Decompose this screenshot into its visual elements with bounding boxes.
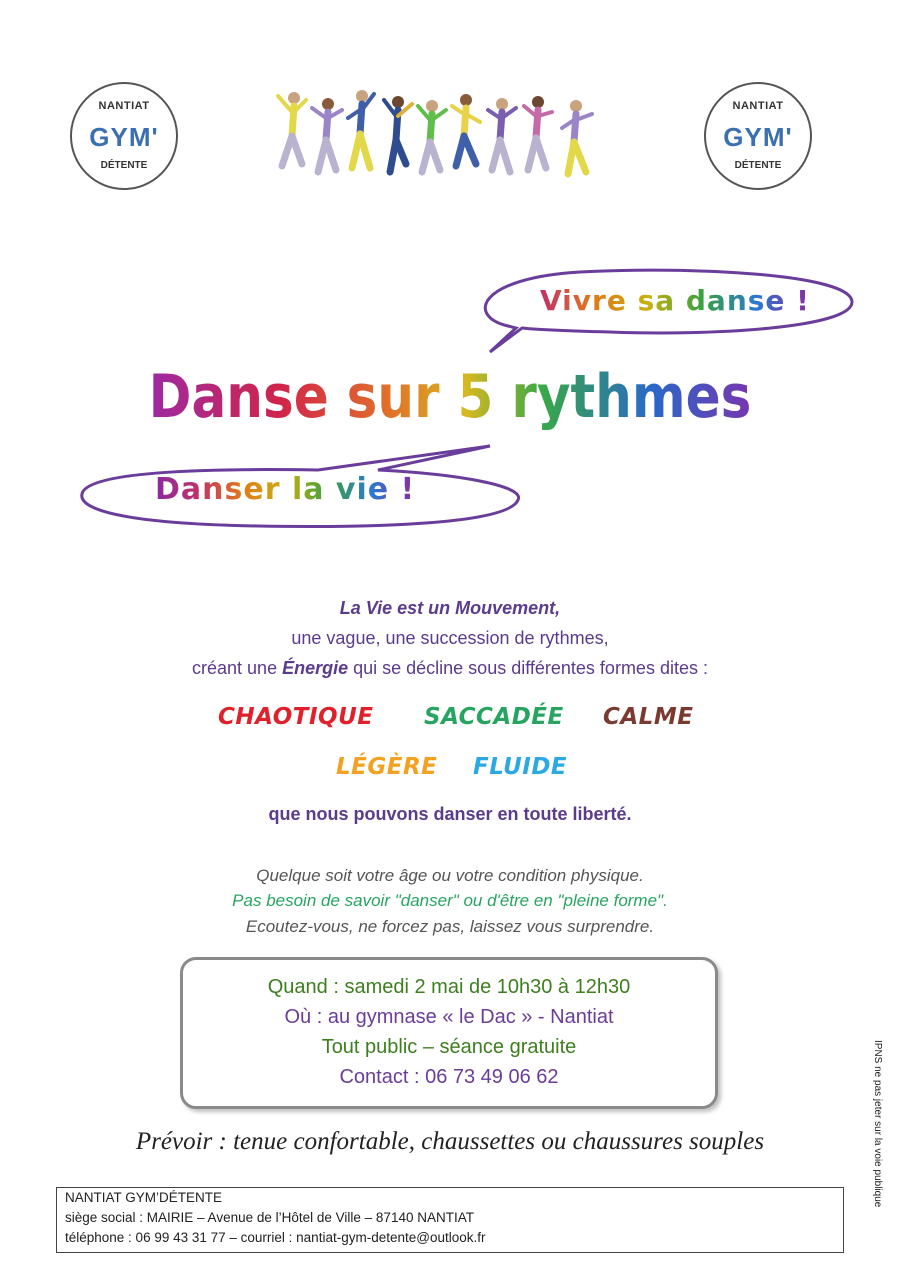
logo-right <box>704 82 812 190</box>
intro-line-1 <box>0 598 900 619</box>
footer-line-3: téléphone : 06 99 43 31 77 – courriel : nantiat-gym-detente@outlook.fr <box>65 1230 486 1245</box>
logo-left <box>70 82 178 190</box>
intro-line-3-post: qui se décline sous différentes formes dites : <box>348 658 708 678</box>
bubble-top-text: Vivre sa danse ! <box>540 284 810 317</box>
info-when: Quand : samedi 2 mai de 10h30 à 12h30 <box>267 976 631 998</box>
logo-right-top: NANTIAT <box>732 100 784 112</box>
logo-right-bottom: DÉTENTE <box>734 160 782 171</box>
dancers-illustration <box>272 88 612 183</box>
logo-left-brand: GYM' <box>89 122 159 152</box>
liberty-line: que nous pouvons danser en toute liberté. <box>268 804 632 824</box>
info-public: Tout public – séance gratuite <box>321 1036 577 1058</box>
rhythm-calme: CALME <box>603 704 694 730</box>
note-line-2: Pas besoin de savoir "danser" ou d'être en "pleine forme". <box>232 891 668 910</box>
main-title: Danse sur 5 rythmes <box>63 362 837 432</box>
info-where: Où : au gymnase « le Dac » - Nantiat <box>284 1006 614 1028</box>
intro-line-2: une vague, une succession de rythmes, <box>291 628 609 648</box>
logo-left-bottom: DÉTENTE <box>100 160 148 171</box>
prevoir-line: Prévoir : tenue confortable, chaussettes ou chaussures souples <box>135 1128 765 1155</box>
rhythm-fluide: FLUIDE <box>473 754 568 780</box>
event-info-box <box>180 957 718 1109</box>
footer-box <box>56 1187 844 1253</box>
logo-right-brand: GYM' <box>723 122 793 152</box>
rhythm-chaotique: CHAOTIQUE <box>218 704 374 730</box>
bubble-bottom-text: Danser la vie ! <box>155 472 416 507</box>
note-line-1: Quelque soit votre âge ou votre condition physique. <box>256 866 644 885</box>
intro-line-3-pre: créant une <box>192 658 283 678</box>
footer-line-2: siège social : MAIRIE – Avenue de l’Hôtel de Ville – 87140 NANTIAT <box>65 1210 474 1225</box>
note-line-3: Ecoutez-vous, ne forcez pas, laissez vous surprendre. <box>245 917 655 936</box>
rhythm-legere: LÉGÈRE <box>336 754 438 780</box>
rhythm-saccadee: SACCADÉE <box>424 704 564 730</box>
side-note-text: IPNS ne pas jeter sur la voie publique <box>872 1040 883 1208</box>
side-note <box>865 1040 885 1220</box>
footer-line-1: NANTIAT GYM’DÉTENTE <box>65 1190 223 1205</box>
intro-line-3-energie: Énergie <box>282 658 349 678</box>
intro-line-1-text: La Vie est un Mouvement, <box>339 598 561 618</box>
info-contact: Contact : 06 73 49 06 62 <box>339 1066 559 1088</box>
logo-left-top: NANTIAT <box>98 100 150 112</box>
intro-line-3 <box>0 658 900 679</box>
